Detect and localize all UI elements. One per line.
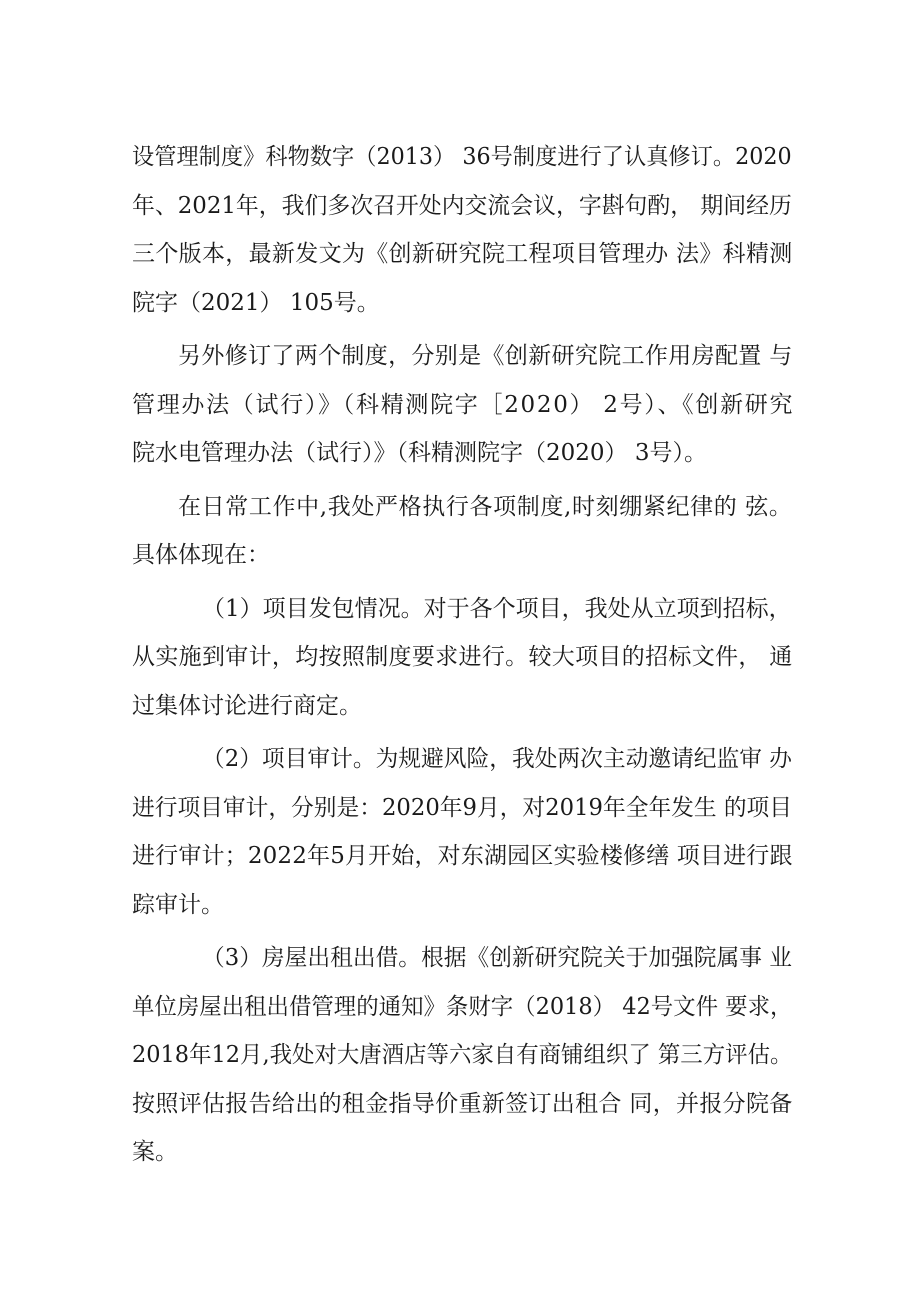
paragraph-5 bbox=[132, 735, 792, 929]
text-line bbox=[132, 983, 792, 1032]
line-text: 年、2021年，我们多次召开处内交流会议，字斟句酌， 期间经历 bbox=[132, 192, 792, 219]
paragraph-3 bbox=[132, 483, 792, 580]
text-line bbox=[132, 1128, 792, 1177]
text-line bbox=[132, 1080, 792, 1129]
line-text: 过集体讨论进行商定。 bbox=[132, 692, 362, 719]
text-line bbox=[132, 784, 792, 833]
paragraph-4 bbox=[132, 585, 792, 731]
text-line bbox=[132, 682, 792, 731]
line-text: 三个版本，最新发文为《创新研究院工程项目管理办 法》科精测 bbox=[132, 241, 793, 267]
text-line bbox=[132, 230, 792, 279]
line-text: 2018年12月,我处对大唐酒店等六家自有商铺组织了 第三方评估。 bbox=[132, 1042, 793, 1068]
document-body bbox=[132, 133, 795, 1177]
line-text: 进行项目审计，分别是：2020年9月，对2019年全年发生 的项目 bbox=[132, 794, 793, 821]
text-line bbox=[132, 531, 792, 580]
text-line bbox=[132, 735, 792, 784]
line-text: 另外修订了两个制度，分别是《创新研究院工作用房配置 与 bbox=[178, 343, 793, 369]
text-line bbox=[132, 483, 792, 532]
line-text: 案。 bbox=[132, 1139, 178, 1165]
text-line bbox=[132, 881, 792, 930]
text-line bbox=[132, 182, 792, 231]
line-text: （1）项目发包情况。对于各个项目，我处从立项到招标， bbox=[202, 595, 792, 622]
text-line bbox=[132, 133, 792, 182]
line-text: 进行审计；2022年5月开始，对东湖园区实验楼修缮 项目进行跟 bbox=[132, 843, 793, 869]
line-text: 具体体现在： bbox=[132, 542, 270, 568]
line-text: 院字（2021） 105号。 bbox=[132, 289, 380, 316]
paragraph-1 bbox=[132, 133, 792, 327]
line-text: 单位房屋出租出借管理的通知》条财字（2018） 42号文件 要求， bbox=[132, 993, 793, 1020]
line-text: 按照评估报告给出的租金指导价重新签订出租合 同，并报分院备 bbox=[132, 1090, 793, 1117]
text-line bbox=[132, 279, 792, 328]
text-line bbox=[132, 381, 795, 430]
paragraph-2 bbox=[132, 332, 795, 478]
line-text: 从实施到审计，均按照制度要求进行。较大项目的招标文件， 通 bbox=[132, 644, 793, 670]
line-text: 管理办法（试行）》（科精测院字［2020） 2号）、《创新研究 bbox=[132, 391, 795, 418]
line-text: 在日常工作中,我处严格执行各项制度,时刻绷紧纪律的 弦。 bbox=[178, 493, 793, 520]
text-line bbox=[132, 1031, 792, 1080]
line-text: （2）项目审计。为规避风险，我处两次主动邀请纪监审 办 bbox=[202, 746, 792, 772]
paragraph-6 bbox=[132, 934, 792, 1177]
text-line bbox=[132, 585, 792, 634]
text-line bbox=[132, 934, 792, 983]
text-line bbox=[132, 633, 792, 682]
text-line bbox=[132, 429, 792, 478]
text-line bbox=[132, 832, 792, 881]
line-text: （3）房屋出租出借。根据《创新研究院关于加强院属事 业 bbox=[202, 945, 792, 971]
line-text: 院水电管理办法（试行）》（科精测院字（2020） 3号）。 bbox=[132, 440, 707, 466]
line-text: 踪审计。 bbox=[132, 891, 224, 918]
text-line bbox=[132, 332, 792, 381]
line-text: 设管理制度》科物数字（2013） 36号制度进行了认真修订。2020 bbox=[132, 144, 792, 170]
